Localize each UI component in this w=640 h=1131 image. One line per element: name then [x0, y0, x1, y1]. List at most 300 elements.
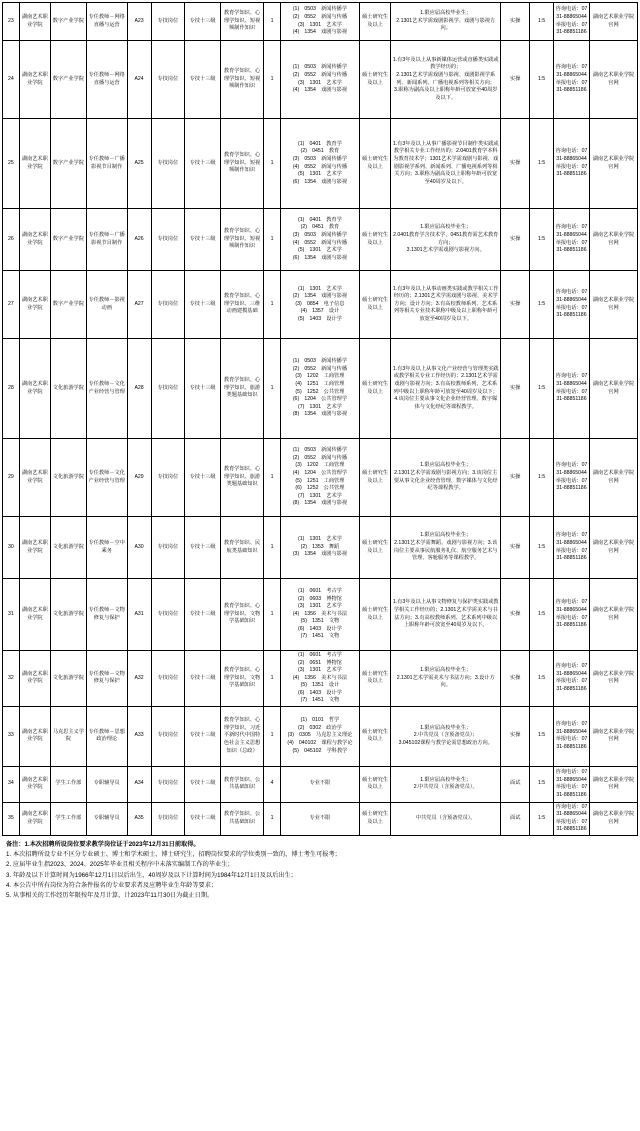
major-line: (3) 1301 艺术学: [298, 21, 342, 28]
contact-line: 举报电话：0731-88851186: [555, 547, 588, 562]
cell-dept: 文化旅游学院: [50, 517, 86, 579]
major-line: (1) 0601 考古学: [298, 588, 342, 595]
cell-cat: 专技岗位: [151, 651, 185, 707]
cell-dept: 数字产业学院: [50, 3, 86, 41]
req-line: 2.1301艺术学需美术与书法方向；3.设计方向。: [396, 674, 495, 689]
cell-count: 1: [264, 651, 281, 707]
cell-edu: 硕士研究生及以上: [359, 41, 390, 119]
cell-exam: 面试: [501, 766, 530, 802]
cell-code: A28: [127, 339, 151, 439]
cell-ratio: 1:5: [530, 802, 554, 835]
req-line: 1.限应届高校毕业生；: [420, 776, 472, 783]
major-line: (2) 0451 教育: [300, 224, 340, 231]
cell-major: [280, 209, 359, 271]
cell-site: 湖南艺术职业学院官网: [589, 3, 637, 41]
cell-subject: 教育学知识、心理学知识、文物学基础知识: [221, 579, 264, 651]
table-row: [3, 339, 638, 439]
major-line: (7) 1301 艺术学: [298, 492, 342, 499]
cell-level: 专技十三级: [185, 517, 221, 579]
cell-contact: [554, 3, 590, 41]
cell-level: 专技十三级: [185, 766, 221, 802]
recruitment-table-page: [0, 2, 640, 901]
cell-edu: 硕士研究生及以上: [359, 766, 390, 802]
major-line: (2) 0552 新闻与传播: [292, 71, 348, 78]
cell-unit: 湖南艺术职业学院: [19, 802, 50, 835]
cell-major: [280, 339, 359, 439]
cell-site: 湖南艺术职业学院官网: [589, 517, 637, 579]
footnotes-block: [6, 840, 634, 901]
cell-major: [280, 802, 359, 835]
table-body: [3, 3, 638, 836]
req-line: 2.0401教育学含技术学、0451教育需艺术教育方向；: [393, 231, 499, 246]
req-line: 1.有3年及以上从事广播影视节目制作类实践或教学相关专业工作经历的；2.0401教育学本科为教育技术学；1301艺术学需戏剧与影视、戏剧影视学系列、新闻系列、广播电视系列等相关方向；3.职称为副高及以上职称年龄可放宽至40周岁及以下。: [392, 140, 499, 185]
cell-unit: 湖南艺术职业学院: [19, 766, 50, 802]
cell-exam: 实操: [501, 41, 530, 119]
cell-code: A33: [127, 706, 151, 766]
major-line: (8) 1354 戏剧与影视: [292, 500, 348, 507]
major-line: (3) 0503 新闻传播学: [292, 231, 348, 238]
cell-req: [391, 439, 501, 517]
cell-req: [391, 209, 501, 271]
footnote-line: 2. 应届毕业生指2023、2024、2025年毕业且相关程序中未落实编制工作的毕业生；: [6, 861, 234, 869]
cell-major: [280, 439, 359, 517]
cell-level: 专技十三级: [185, 271, 221, 339]
cell-subject: 教育学知识、心理学知识、文物学基础知识: [221, 651, 264, 707]
cell-post: 专任教师－影视动画: [86, 271, 127, 339]
cell-post: 专任教师－网络直播与运营: [86, 3, 127, 41]
major-line: (5) 1351 设计: [300, 682, 340, 689]
table-row: [3, 579, 638, 651]
cell-level: 专技十三级: [185, 3, 221, 41]
cell-req: [391, 766, 501, 802]
cell-dept: 文化旅游学院: [50, 439, 86, 517]
footnote-line: 4. 本公告中所有岗位为符合条件报名的专业要求者及应聘毕业生年龄等要求；: [6, 882, 218, 890]
cell-subject: 教育学知识、公共基础知识: [221, 766, 264, 802]
table-row: [3, 41, 638, 119]
table-row: [3, 3, 638, 41]
cell-unit: 湖南艺术职业学院: [19, 651, 50, 707]
cell-code: A30: [127, 517, 151, 579]
cell-contact: [554, 517, 590, 579]
cell-cat: 专技岗位: [151, 517, 185, 579]
req-line: 1.有3年及以上从事动画类实践或教学相关工作经历的；2.1301艺术学需戏剧与影视、美术学方向；设计方向；3.有高校教师系列、艺术系列等相关专业技术职称中级及以上职称年龄可放宽至40周岁及以下。: [392, 285, 499, 322]
cell-unit: 湖南艺术职业学院: [19, 209, 50, 271]
cell-exam: 实操: [501, 439, 530, 517]
cell-ratio: 1:5: [530, 339, 554, 439]
cell-count: 1: [264, 271, 281, 339]
cell-cat: 专技岗位: [151, 802, 185, 835]
cell-major: [280, 579, 359, 651]
contact-line: 咨询电话：0731-88865044: [555, 462, 588, 476]
cell-cat: 专技岗位: [151, 3, 185, 41]
cell-dept: 数字产业学院: [50, 271, 86, 339]
table-row: [3, 766, 638, 802]
cell-no: 27: [3, 271, 20, 339]
contact-line: 举报电话：0731-88851186: [555, 79, 588, 94]
req-line: 2.1301艺术学需舞蹈、戏剧与影视方向；3.该岗位主要从事民航服务礼仪、航空服务艺术与管理、客舱服务等课程教学。: [393, 539, 498, 562]
cell-site: 湖南艺术职业学院官网: [589, 766, 637, 802]
cell-site: 湖南艺术职业学院官网: [589, 271, 637, 339]
cell-code: A26: [127, 209, 151, 271]
cell-edu: 硕士研究生及以上: [359, 579, 390, 651]
major-line: (6) 1252 公共管理: [295, 485, 345, 492]
major-line: (2) 0552 新闻与传播: [292, 13, 348, 20]
cell-cat: 专技岗位: [151, 766, 185, 802]
req-line: 中共党员（含预备党员）。: [415, 815, 476, 822]
major-line: (7) 1301 艺术学: [298, 403, 342, 410]
cell-count: 4: [264, 766, 281, 802]
cell-unit: 湖南艺术职业学院: [19, 41, 50, 119]
req-line: 2.中共党员（含预备党员）。: [413, 784, 478, 791]
major-line: (7) 1451 文物: [300, 697, 340, 704]
major-line: (1) 0503 新闻传播学: [292, 447, 348, 454]
cell-cat: 专技岗位: [151, 579, 185, 651]
cell-edu: 硕士研究生及以上: [359, 209, 390, 271]
major-line: (2) 0552 新闻与传播: [292, 365, 348, 372]
major-line: (7) 1451 文物: [300, 633, 340, 640]
cell-edu: 硕士研究生及以上: [359, 3, 390, 41]
req-line: 1.限应届高校毕业生；: [420, 462, 472, 469]
major-line: (3) 1202 工商管理: [295, 373, 345, 380]
contact-line: 咨询电话：0731-88865044: [555, 663, 588, 677]
cell-code: A32: [127, 651, 151, 707]
cell-site: 湖南艺术职业学院官网: [589, 651, 637, 707]
cell-ratio: 1:5: [530, 209, 554, 271]
cell-subject: 教育学知识、心理学知识、旅游类题基础知识: [221, 339, 264, 439]
req-line: 2.1301艺术学需戏剧与影视、戏剧影视学系列、新闻系列、广播电视系列等相关方向；: [396, 71, 496, 86]
cell-dept: 马克思主义学院: [50, 706, 86, 766]
major-line: (3) 1301 艺术学: [298, 79, 342, 86]
cell-no: 30: [3, 517, 20, 579]
cell-dept: 学生工作部: [50, 766, 86, 802]
cell-code: A23: [127, 3, 151, 41]
cell-level: 专技十三级: [185, 802, 221, 835]
major-line: (4) 1251 工商管理: [295, 380, 345, 387]
cell-ratio: 1:5: [530, 706, 554, 766]
contact-line: 咨询电话：0731-88865044: [555, 769, 588, 783]
major-line: (5) 1252 公共管理: [295, 388, 345, 395]
cell-site: 湖南艺术职业学院官网: [589, 339, 637, 439]
major-line: (1) 0401 教育学: [298, 140, 342, 147]
cell-exam: 实操: [501, 651, 530, 707]
cell-edu: 硕士研究生及以上: [359, 439, 390, 517]
cell-ratio: 1:5: [530, 3, 554, 41]
cell-contact: [554, 271, 590, 339]
major-line: (5) 1251 工商管理: [295, 477, 345, 484]
cell-site: 湖南艺术职业学院官网: [589, 706, 637, 766]
cell-contact: [554, 41, 590, 119]
req-line: 1.限应届高校毕业生；: [420, 667, 472, 674]
cell-major: [280, 119, 359, 209]
cell-req: [391, 706, 501, 766]
cell-count: 1: [264, 209, 281, 271]
cell-major: [280, 517, 359, 579]
cell-subject: 教育学知识、心理学知识、旅游类题基础知识: [221, 439, 264, 517]
cell-code: A29: [127, 439, 151, 517]
req-line: 1.限应届高校毕业生；: [420, 724, 472, 731]
cell-edu: 硕士研究生及以上: [359, 119, 390, 209]
cell-level: 专技十三级: [185, 41, 221, 119]
cell-cat: 专技岗位: [151, 209, 185, 271]
major-line: (2) 1354 戏剧与影视: [292, 293, 348, 300]
major-line: (3) 1354 戏剧与影视: [292, 551, 348, 558]
cell-no: 26: [3, 209, 20, 271]
cell-unit: 湖南艺术职业学院: [19, 439, 50, 517]
cell-req: [391, 271, 501, 339]
cell-count: 1: [264, 41, 281, 119]
cell-edu: 硕士研究生及以上: [359, 651, 390, 707]
major-line: (4) 1356 美术与书法: [292, 674, 348, 681]
contact-line: 举报电话：0731-88851186: [555, 678, 588, 692]
footnote-line: 备注：1.本次招聘所设岗位要求教学岗位证于2023年12月31日前取得。: [6, 840, 200, 848]
major-line: (3) 0503 新闻传播学: [292, 155, 348, 162]
cell-post: 专任教师－文物修复与保护: [86, 651, 127, 707]
major-line: (2) 1353 舞蹈: [300, 543, 340, 550]
major-line: (4) 0552 新闻与传播: [292, 163, 348, 170]
cell-post: 专职辅导员: [86, 766, 127, 802]
cell-dept: 文化旅游学院: [50, 579, 86, 651]
major-line: (1) 0503 新闻传播学: [292, 64, 348, 71]
cell-subject: 教育学知识、心理学知识、短视频制作知识: [221, 41, 264, 119]
cell-count: 1: [264, 802, 281, 835]
cell-ratio: 1:5: [530, 517, 554, 579]
major-line: (1) 1301 艺术学: [298, 536, 342, 543]
req-line: 3.045102课程与教学论需思想政治方向。: [398, 739, 493, 746]
cell-no: 23: [3, 3, 20, 41]
cell-code: A35: [127, 802, 151, 835]
cell-ratio: 1:5: [530, 439, 554, 517]
cell-cat: 专技岗位: [151, 339, 185, 439]
cell-dept: 数字产业学院: [50, 119, 86, 209]
cell-unit: 湖南艺术职业学院: [19, 339, 50, 439]
cell-edu: 硕士研究生及以上: [359, 706, 390, 766]
cell-post: 专任教师－文化产业经营与管理: [86, 339, 127, 439]
cell-level: 专技十三级: [185, 209, 221, 271]
req-line: 2.中共党员（含预备党员）；: [413, 732, 478, 739]
major-line: (4) 1354 戏剧与影视: [292, 87, 348, 94]
cell-exam: 实操: [501, 119, 530, 209]
major-line: (6) 1354 戏剧与影视: [292, 254, 348, 261]
major-line: (6) 1204 公共管理学: [292, 396, 348, 403]
cell-code: A31: [127, 579, 151, 651]
cell-cat: 专技岗位: [151, 119, 185, 209]
cell-subject: 教育学知识、心理学知识、短视频制作知识: [221, 119, 264, 209]
req-line: 1.有3年及以上从事新媒体运营或直播类实践或教学经历的；: [392, 56, 499, 71]
req-line: 1.限应届高校毕业生；: [420, 224, 472, 231]
contact-line: 咨询电话：0731-88865044: [555, 803, 588, 818]
cell-exam: 实操: [501, 706, 530, 766]
cell-exam: 实操: [501, 271, 530, 339]
cell-count: 1: [264, 119, 281, 209]
cell-post: 专任教师－思想政治理论: [86, 706, 127, 766]
contact-line: 举报电话：0731-88851186: [555, 388, 588, 403]
req-line: 1.限应届高校毕业生；: [420, 10, 472, 17]
cell-cat: 专技岗位: [151, 271, 185, 339]
cell-ratio: 1:5: [530, 579, 554, 651]
cell-code: A34: [127, 766, 151, 802]
cell-edu: 硕士研究生及以上: [359, 339, 390, 439]
cell-site: 湖南艺术职业学院官网: [589, 119, 637, 209]
footnote-line: 3. 年龄及以下计算时间为1966年12月1日以后出生，40周岁及以下计算时间为1984年12月1日及以后出生；: [6, 871, 297, 879]
contact-line: 举报电话：0731-88851186: [555, 614, 588, 629]
major-line: (5) 1301 艺术学: [298, 171, 342, 178]
contact-line: 举报电话：0731-88851186: [555, 239, 588, 254]
major-line: 专业不限: [309, 780, 331, 787]
table-row: [3, 119, 638, 209]
cell-unit: 湖南艺术职业学院: [19, 579, 50, 651]
major-line: (6) 1403 设计学: [298, 689, 342, 696]
cell-level: 专技十三级: [185, 651, 221, 707]
cell-contact: [554, 802, 590, 835]
contact-line: 咨询电话：0731-88865044: [555, 224, 588, 238]
cell-post: 专任教师－空中乘务: [86, 517, 127, 579]
cell-exam: 实操: [501, 339, 530, 439]
major-line: (4) 1357 设计: [300, 308, 340, 315]
cell-req: [391, 517, 501, 579]
major-line: (6) 1403 设计学: [298, 625, 342, 632]
cell-contact: [554, 766, 590, 802]
cell-subject: 教育学知识、公共基础知识: [221, 802, 264, 835]
major-line: (1) 0401 教育学: [298, 216, 342, 223]
cell-level: 专技十三级: [185, 439, 221, 517]
req-line: 1.有3年及以上从事文物修复与保护类实践或教学相关工作经历的；2.1301艺术学需美术与书法方向；3.有高校教师系列、艺术系列中级以上职称年龄可放宽至40周岁及以下。: [392, 599, 499, 629]
cell-ratio: 1:5: [530, 41, 554, 119]
table-row: [3, 439, 638, 517]
table-row: [3, 517, 638, 579]
major-line: (2) 0302 政治学: [298, 724, 342, 731]
contact-line: 咨询电话：0731-88865044: [555, 6, 588, 20]
cell-contact: [554, 209, 590, 271]
major-line: (3) 1301 艺术学: [298, 667, 342, 674]
major-line: (6) 1354 戏剧与影视: [292, 178, 348, 185]
major-line: (3) 0854 电子信息: [295, 300, 345, 307]
cell-subject: 教育学知识、心理学知识、短视频制作知识: [221, 209, 264, 271]
major-line: (3) 1301 艺术学: [298, 603, 342, 610]
cell-subject: 教育学知识、心理学知识、三维动画建模基础: [221, 271, 264, 339]
recruitment-table: [2, 2, 638, 836]
cell-major: [280, 3, 359, 41]
major-line: (5) 1403 设计学: [298, 315, 342, 322]
cell-count: 1: [264, 517, 281, 579]
cell-unit: 湖南艺术职业学院: [19, 271, 50, 339]
cell-no: 34: [3, 766, 20, 802]
contact-line: 举报电话：0731-88851186: [555, 477, 588, 492]
cell-unit: 湖南艺术职业学院: [19, 517, 50, 579]
req-line: 2.1301艺术学需戏剧影视学、戏剧与影视方向。: [396, 17, 496, 32]
cell-major: [280, 766, 359, 802]
cell-req: [391, 339, 501, 439]
contact-line: 举报电话：0731-88851186: [555, 818, 588, 833]
cell-ratio: 1:5: [530, 119, 554, 209]
contact-line: 举报电话：0731-88851186: [555, 163, 588, 178]
req-line: 2.1301艺术学需戏剧与影视方向；3.该岗位主要从事文化企业经营管理、数字媒体与文化经纪等课程教学。: [393, 469, 498, 492]
cell-count: 1: [264, 706, 281, 766]
major-line: (4) 0552 新闻与传播: [292, 239, 348, 246]
table-row: [3, 651, 638, 707]
cell-post: 专任教师－网络直播与运营: [86, 41, 127, 119]
contact-line: 咨询电话：0731-88865044: [555, 64, 588, 78]
cell-dept: 文化旅游学院: [50, 651, 86, 707]
major-line: (4) 1356 美术与书法: [292, 610, 348, 617]
cell-req: [391, 3, 501, 41]
cell-subject: 教育学知识、心理学知识、短视频制作知识: [221, 3, 264, 41]
major-line: (1) 0503 新闻传播学: [292, 6, 348, 13]
cell-exam: 实操: [501, 579, 530, 651]
cell-count: 1: [264, 579, 281, 651]
cell-site: 湖南艺术职业学院官网: [589, 802, 637, 835]
contact-line: 咨询电话：0731-88865044: [555, 373, 588, 387]
cell-contact: [554, 579, 590, 651]
cell-ratio: 1:5: [530, 271, 554, 339]
cell-dept: 数字产业学院: [50, 41, 86, 119]
cell-no: 35: [3, 802, 20, 835]
cell-no: 29: [3, 439, 20, 517]
cell-post: 专任教师－文物修复与保护: [86, 579, 127, 651]
cell-site: 湖南艺术职业学院官网: [589, 41, 637, 119]
cell-major: [280, 651, 359, 707]
major-line: (1) 0503 新闻传播学: [292, 358, 348, 365]
contact-line: 举报电话：0731-88851186: [555, 21, 588, 36]
contact-line: 举报电话：0731-88851186: [555, 736, 588, 750]
major-line: (5) 1301 艺术学: [298, 247, 342, 254]
cell-dept: 数字产业学院: [50, 209, 86, 271]
table-row: [3, 706, 638, 766]
major-line: (1) 0601 考古学: [298, 652, 342, 658]
major-line: (4) 1204 公共管理学: [292, 469, 348, 476]
cell-no: 28: [3, 339, 20, 439]
cell-code: A24: [127, 41, 151, 119]
cell-no: 33: [3, 706, 20, 766]
major-line: (1) 1301 艺术学: [298, 285, 342, 292]
contact-line: 咨询电话：0731-88865044: [555, 532, 588, 546]
footnote-line: 1. 本次招聘所设专业不区分专业硕士、博士和学术硕士、博士研究生，招聘岗位要求的学位类别一致的，博士考生可报考；: [6, 851, 341, 859]
cell-level: 专技十三级: [185, 119, 221, 209]
major-line: (2) 0552 新闻与传播: [292, 454, 348, 461]
cell-level: 专技十三级: [185, 339, 221, 439]
cell-no: 25: [3, 119, 20, 209]
req-line: 3.职称为副高及以上职称年龄可放宽至40周岁及以下。: [393, 87, 498, 101]
cell-no: 32: [3, 651, 20, 707]
major-line: (1) 0101 哲学: [300, 717, 340, 724]
cell-major: [280, 271, 359, 339]
cell-unit: 湖南艺术职业学院: [19, 706, 50, 766]
table-row: [3, 802, 638, 835]
footnote-line: 5. 从事相关的工作经历年限按年及月计算，计2023年11月30日为截止日期。: [6, 892, 214, 900]
cell-level: 专技十三级: [185, 579, 221, 651]
cell-major: [280, 41, 359, 119]
cell-count: 1: [264, 439, 281, 517]
cell-post: 专任教师－广播影视节目制作: [86, 209, 127, 271]
contact-line: 举报电话：0731-88851186: [555, 304, 588, 319]
cell-contact: [554, 651, 590, 707]
major-line: (8) 1354 戏剧与影视: [292, 411, 348, 418]
cell-edu: 硕士研究生及以上: [359, 271, 390, 339]
major-line: (2) 0603 博物馆: [298, 595, 342, 602]
cell-count: 1: [264, 3, 281, 41]
req-line: 1.限应届高校毕业生；: [420, 532, 472, 539]
cell-dept: 文化旅游学院: [50, 339, 86, 439]
major-line: (2) 0651 博物馆: [298, 659, 342, 666]
cell-req: [391, 802, 501, 835]
cell-edu: 硕士研究生及以上: [359, 802, 390, 835]
cell-subject: 教育学知识、心理学知识、习近平新时代中国特色社会主义思想知识（总政）: [221, 706, 264, 766]
contact-line: 咨询电话：0731-88865044: [555, 599, 588, 613]
major-line: (4) 1354 戏剧与影视: [292, 29, 348, 36]
contact-line: 举报电话：0731-88851186: [555, 784, 588, 798]
cell-unit: 湖南艺术职业学院: [19, 119, 50, 209]
cell-site: 湖南艺术职业学院官网: [589, 439, 637, 517]
major-line: (3) 1202 工商管理: [295, 462, 345, 469]
